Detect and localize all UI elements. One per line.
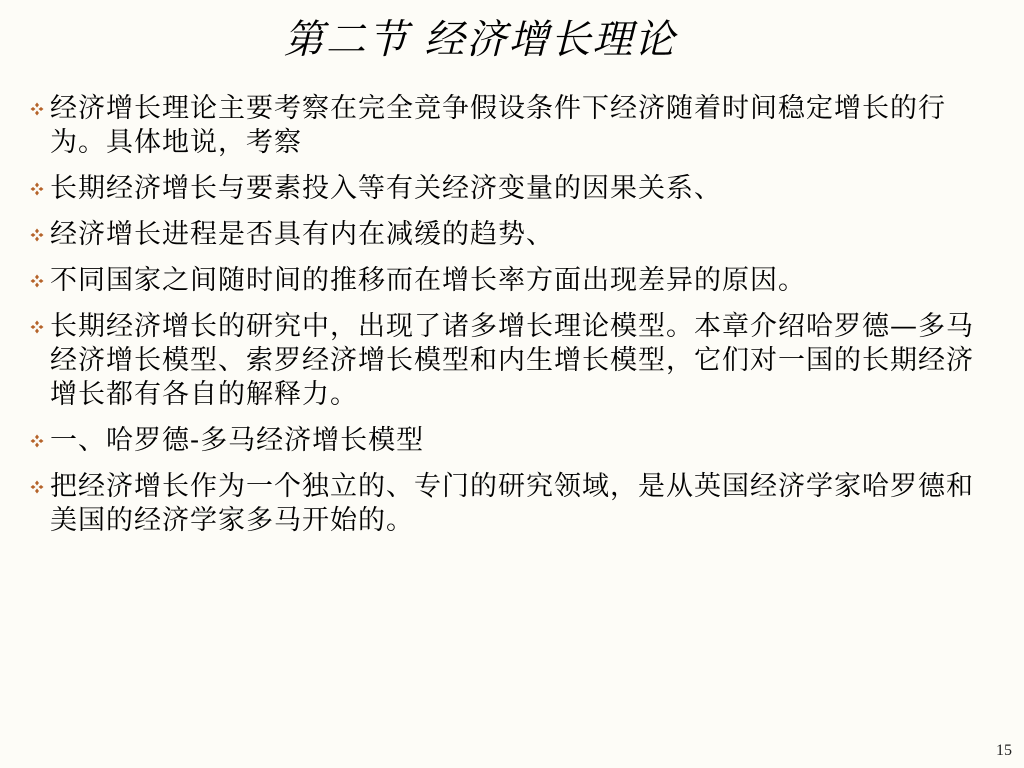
bullet-text: 长期经济增长与要素投入等有关经济变量的因果关系、 bbox=[50, 173, 722, 204]
bullet-text: 经济增长理论主要考察在完全竞争假设条件下经济随着时间稳定增长的行为。具体地说，考察 bbox=[50, 93, 946, 158]
bullet-text: 不同国家之间随时间的推移而在增长率方面出现差异的原因。 bbox=[50, 265, 806, 296]
bullet-list bbox=[30, 92, 990, 550]
slide-title: 第二节 经济增长理论 bbox=[283, 17, 677, 63]
diamond-bullet-icon bbox=[30, 470, 50, 504]
bullet-text: 长期经济增长的研究中，出现了诸多增长理论模型。本章介绍哈罗德—多马经济增长模型、索罗经济增长模型和内生增长模型，它们对一国的长期经济增长都有各自的解释力。 bbox=[50, 311, 974, 410]
bullet-text: 一、哈罗德-多马经济增长模型 bbox=[50, 425, 425, 456]
bullet-text: 经济增长进程是否具有内在减缓的趋势、 bbox=[50, 219, 554, 250]
diamond-bullet-icon bbox=[30, 264, 50, 298]
diamond-bullet-icon bbox=[30, 310, 50, 344]
bullet-item bbox=[30, 92, 990, 160]
diamond-bullet-icon bbox=[30, 424, 50, 458]
bullet-item bbox=[30, 264, 990, 298]
bullet-item bbox=[30, 172, 990, 206]
bullet-text: 把经济增长作为一个独立的、专门的研究领域，是从英国经济学家哈罗德和美国的经济学家多马开始的。 bbox=[50, 471, 974, 536]
bullet-item bbox=[30, 470, 990, 538]
diamond-bullet-icon bbox=[30, 218, 50, 252]
bullet-item bbox=[30, 310, 990, 412]
page-number: 15 bbox=[996, 742, 1012, 759]
diamond-bullet-icon bbox=[30, 92, 50, 126]
diamond-bullet-icon bbox=[30, 172, 50, 206]
bullet-item bbox=[30, 424, 990, 458]
bullet-item bbox=[30, 218, 990, 252]
